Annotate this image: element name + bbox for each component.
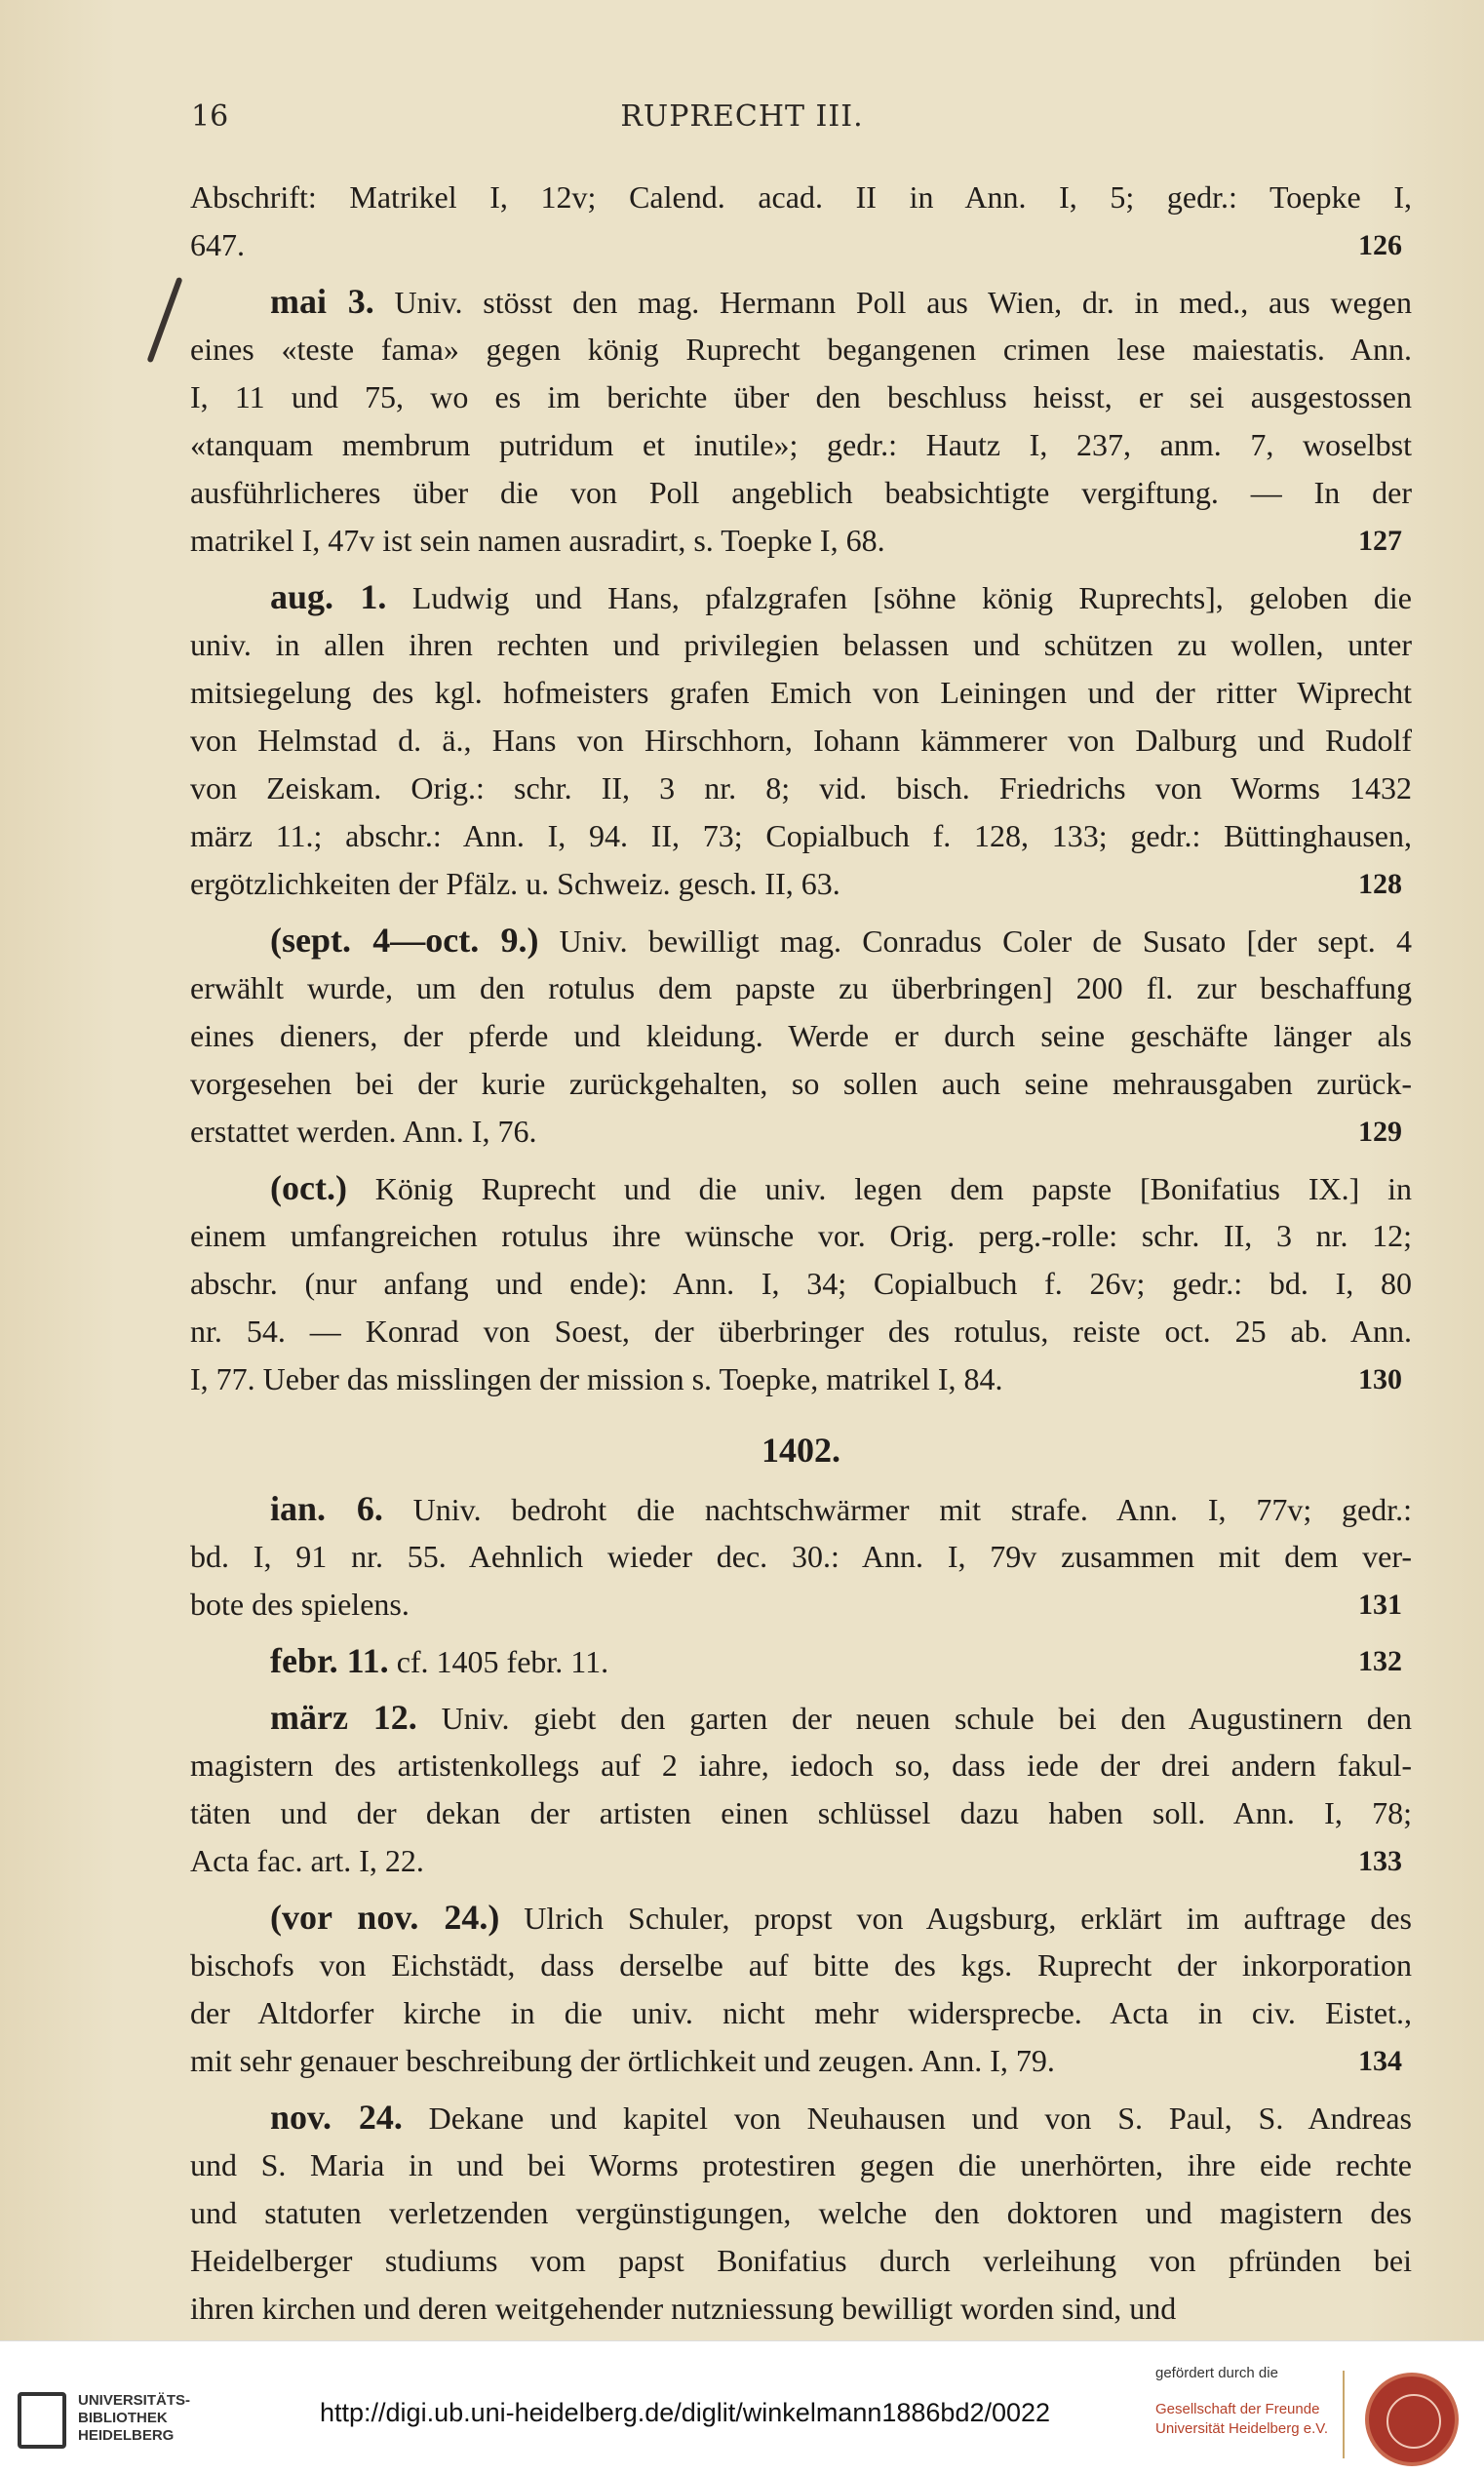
- society-name-line: Universität Heidelberg e.V.: [1155, 2420, 1329, 2437]
- entries-1402: [190, 1485, 1412, 2333]
- entry-text: und statuten verletzenden vergünstigungen, welche den doktoren und magistern des: [190, 2195, 1412, 2230]
- entry-text: einem umfangreichen rotulus ihre wünsche vor. Orig. perg.-rolle: schr. II, 3 nr. 12;: [190, 1218, 1412, 1253]
- year-heading: 1402.: [762, 1431, 840, 1470]
- library-name-line: UNIVERSITÄTS-: [78, 2392, 191, 2409]
- entry-text: abschr. (nur anfang und ende): Ann. I, 34; Copialbuch f. 26v; gedr.: bd. I, 80: [190, 1266, 1412, 1301]
- entry-text: mitsiegelung des kgl. hofmeisters grafen Emich von Leiningen und der ritter Wiprecht: [190, 675, 1412, 710]
- entry-line: [190, 1012, 1412, 1060]
- entry-text: nr. 54. — Konrad von Soest, der überbringer des rotulus, reiste oct. 25 ab. Ann.: [190, 1314, 1412, 1349]
- university-seal-icon: [1365, 2373, 1459, 2466]
- entry-text: Heidelberger studiums vom papst Bonifatius durch verleihung von pfründen bei: [190, 2243, 1412, 2278]
- entry-text: Dekane und kapitel von Neuhausen und von S. Paul, S. Andreas: [402, 2101, 1412, 2136]
- entry-line: [190, 1355, 1412, 1403]
- entry-line: [190, 1581, 1412, 1629]
- entry-date: febr. 11.: [270, 1641, 389, 1680]
- library-name: [78, 2392, 190, 2445]
- entry-line: [190, 1894, 1412, 1942]
- running-title: RUPRECHT III.: [620, 99, 864, 134]
- entry-text: ergötzlichkeiten der Pfälz. u. Schweiz. gesch. II, 63.: [190, 866, 840, 901]
- entry-number: 130: [1358, 1363, 1402, 1395]
- entry-line: [190, 2037, 1412, 2085]
- entry-text: Ulrich Schuler, propst von Augsburg, erklärt im auftrage des: [499, 1901, 1412, 1936]
- society-name-line: Gesellschaft der Freunde: [1155, 2401, 1320, 2417]
- entry-line: [190, 1485, 1412, 1533]
- entry-number: 126: [1358, 229, 1402, 261]
- library-name-line: HEIDELBERG: [78, 2427, 175, 2444]
- library-name-line: BIBLIOTHEK: [78, 2410, 168, 2426]
- entry-number: 131: [1358, 1589, 1402, 1621]
- register-entry: [190, 1894, 1412, 2085]
- entry-text: bote des spielens.: [190, 1587, 410, 1622]
- register-entry: [190, 917, 1412, 1156]
- entry-text: Abschrift: Matrikel I, 12v; Calend. acad. II in Ann. I, 5; gedr.: Toepke I,: [190, 179, 1412, 215]
- page-body: [190, 174, 1412, 2341]
- entry-line: [190, 373, 1412, 421]
- entry-line: [190, 2285, 1412, 2333]
- entry-line: [190, 2094, 1412, 2141]
- entry-text: Univ. bedroht die nachtschwärmer mit strafe. Ann. I, 77v; gedr.:: [382, 1492, 1412, 1527]
- entry-text: ausführlicheres über die von Poll angeblich beabsichtigte vergiftung. — In der: [190, 475, 1412, 510]
- entry-line: [190, 917, 1412, 964]
- entry-line: [190, 964, 1412, 1012]
- entry-date: (oct.): [270, 1168, 347, 1207]
- entry-line: [190, 573, 1412, 621]
- document-url-link[interactable]: http://digi.ub.uni-heidelberg.de/diglit/winkelmann1886bd2/0022: [320, 2398, 1051, 2427]
- entry-number: 134: [1358, 2045, 1402, 2077]
- entry-number: 132: [1358, 1645, 1402, 1677]
- entry-line: [190, 1533, 1412, 1581]
- entry-line: [190, 1212, 1412, 1260]
- entry-number: 129: [1358, 1116, 1402, 1148]
- entry-line: [190, 421, 1412, 469]
- register-entry: [190, 1164, 1412, 1403]
- entry-date: nov. 24.: [270, 2098, 403, 2137]
- entry-line: [190, 1308, 1412, 1355]
- entry-text: eines dieners, der pferde und kleidung. Werde er durch seine geschäfte länger als: [190, 1018, 1412, 1053]
- entry-text: matrikel I, 47v ist sein namen ausradirt, s. Toepke I, 68.: [190, 523, 885, 558]
- register-entry: [190, 1485, 1412, 1629]
- entry-text: bischofs von Eichstädt, dass derselbe auf bitte des kgs. Ruprecht der inkorporation: [190, 1947, 1412, 1983]
- entry-text: magistern des artistenkollegs auf 2 iahre, iedoch so, dass iede der drei andern fakul-: [190, 1748, 1412, 1783]
- entry-line: [190, 1637, 1412, 1685]
- entry-text: und S. Maria in und bei Worms protestiren gegen die unerhörten, ihre eide rechte: [190, 2147, 1412, 2182]
- entry-line: [190, 2141, 1412, 2189]
- entry-date: märz 12.: [270, 1698, 417, 1737]
- entry-text: Univ. bewilligt mag. Conradus Coler de Susato [der sept. 4: [538, 923, 1412, 959]
- entry-text: «tanquam membrum putridum et inutile»; gedr.: Hautz I, 237, anm. 7, woselbst: [190, 427, 1412, 462]
- entry-text: vorgesehen bei der kurie zurückgehalten, so sollen auch seine mehrausgaben zurück-: [190, 1066, 1412, 1101]
- register-entry: [190, 1694, 1412, 1885]
- entry-date: mai 3.: [270, 282, 374, 321]
- entry-text: Univ. giebt den garten der neuen schule bei den Augustinern den: [416, 1701, 1412, 1736]
- entry-text: Acta fac. art. I, 22.: [190, 1843, 424, 1878]
- entry-date: ian. 6.: [270, 1489, 383, 1528]
- entry-text: märz 11.; abschr.: Ann. I, 94. II, 73; Copialbuch f. 128, 133; gedr.: Büttinghausen,: [190, 818, 1412, 853]
- entry-line: [190, 717, 1412, 765]
- funded-by-label: gefördert durch die: [1155, 2365, 1278, 2381]
- entry-line: [190, 669, 1412, 717]
- entry-text: mit sehr genauer beschreibung der örtlichkeit und zeugen. Ann. I, 79.: [190, 2043, 1055, 2078]
- entry-text: der Altdorfer kirche in die univ. nicht mehr widersprecbe. Acta in civ. Eistet.,: [190, 1995, 1412, 2030]
- entry-line: [190, 517, 1412, 565]
- entry-text: ihren kirchen und deren weitgehender nutzniessung bewilligt worden sind, und: [190, 2291, 1177, 2326]
- entry-line: [190, 221, 1412, 269]
- entry-text: I, 11 und 75, wo es im berichte über den beschluss heisst, er sei ausgestossen: [190, 379, 1412, 414]
- entry-number: 133: [1358, 1845, 1402, 1877]
- entry-line: [190, 1789, 1412, 1837]
- entry-line: [190, 1742, 1412, 1789]
- entry-line: [190, 2237, 1412, 2285]
- entry-line: [190, 1108, 1412, 1156]
- entry-text: univ. in allen ihren rechten und privilegien belassen und schützen zu wollen, unter: [190, 627, 1412, 662]
- society-name: [1155, 2400, 1328, 2439]
- entry-text: erwählt wurde, um den rotulus dem papste zu überbringen] 200 fl. zur beschaffung: [190, 970, 1412, 1005]
- entry-number: 128: [1358, 868, 1402, 900]
- entry-line: [190, 1837, 1412, 1885]
- entry-date: (vor nov. 24.): [270, 1898, 500, 1937]
- entry-text: 647.: [190, 227, 245, 262]
- register-entry: [190, 1637, 1412, 1685]
- register-entry: [190, 174, 1412, 269]
- entry-text: erstattet werden. Ann. I, 76.: [190, 1114, 537, 1149]
- entry-line: [190, 278, 1412, 326]
- entry-line: [190, 1060, 1412, 1108]
- entry-line: [190, 1694, 1412, 1742]
- entry-line: [190, 860, 1412, 908]
- entry-line: [190, 469, 1412, 517]
- register-entry: [190, 573, 1412, 908]
- entry-text: bd. I, 91 nr. 55. Aehnlich wieder dec. 30.: Ann. I, 79v zusammen mit dem ver-: [190, 1539, 1412, 1574]
- entry-date: (sept. 4—oct. 9.): [270, 921, 539, 960]
- entry-text: von Zeiskam. Orig.: schr. II, 3 nr. 8; vid. bisch. Friedrichs von Worms 1432: [190, 770, 1412, 805]
- entry-line: [190, 1989, 1412, 2037]
- entry-line: [190, 326, 1412, 373]
- entry-text: König Ruprecht und die univ. legen dem papste [Bonifatius IX.] in: [346, 1171, 1412, 1206]
- footer-divider: [1343, 2371, 1345, 2458]
- entries-1401: [190, 174, 1412, 1403]
- register-entry: [190, 2094, 1412, 2333]
- entry-text: I, 77. Ueber das misslingen der mission s. Toepke, matrikel I, 84.: [190, 1361, 1003, 1396]
- seal-ring: [1386, 2394, 1441, 2449]
- entry-text: eines «teste fama» gegen könig Ruprecht begangenen crimen lese maiestatis. Ann.: [190, 332, 1412, 367]
- page-number: 16: [191, 99, 229, 134]
- entry-line: [190, 765, 1412, 812]
- entry-date: aug. 1.: [270, 577, 387, 616]
- entry-text: Ludwig und Hans, pfalzgrafen [söhne könig Ruprechts], geloben die: [386, 580, 1412, 615]
- entry-line: [190, 812, 1412, 860]
- entry-line: [190, 1942, 1412, 1989]
- entry-text: cf. 1405 febr. 11.: [388, 1644, 609, 1679]
- entry-line: [190, 621, 1412, 669]
- university-logo-icon: [18, 2392, 66, 2449]
- entry-number: 127: [1358, 525, 1402, 557]
- entry-line: [190, 174, 1412, 221]
- register-entry: [190, 278, 1412, 565]
- entry-text: von Helmstad d. ä., Hans von Hirschhorn, Iohann kämmerer von Dalburg und Rudolf: [190, 723, 1412, 758]
- entry-line: [190, 1164, 1412, 1212]
- entry-line: [190, 2189, 1412, 2237]
- entry-text: Univ. stösst den mag. Hermann Poll aus Wien, dr. in med., aus wegen: [373, 285, 1412, 320]
- footer-bar: [0, 2340, 1484, 2474]
- entry-line: [190, 1260, 1412, 1308]
- entry-text: täten und der dekan der artisten einen schlüssel dazu haben soll. Ann. I, 78;: [190, 1795, 1412, 1830]
